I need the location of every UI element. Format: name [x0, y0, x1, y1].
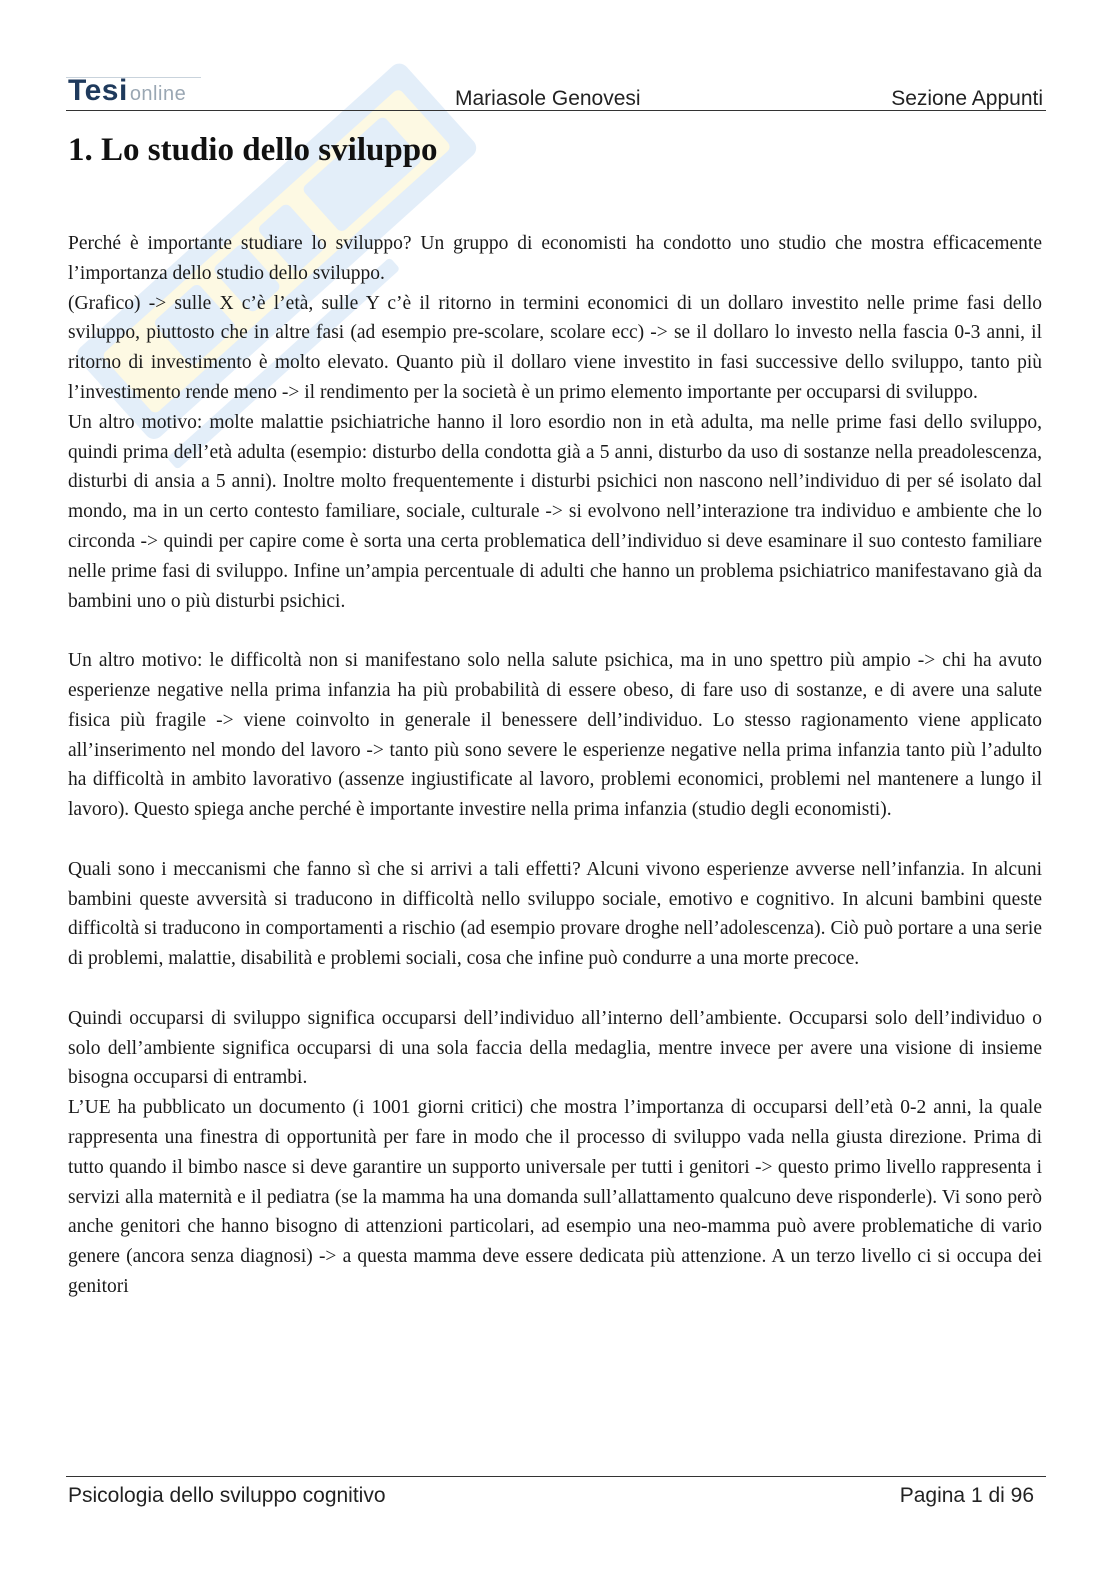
header-section: Sezione Appunti [891, 87, 1043, 110]
page-title: 1. Lo studio dello sviluppo [68, 132, 438, 168]
paragraph: Quali sono i meccanismi che fanno sì che si arrivi a tali effetti? Alcuni vivono esperienze avverse nell’infanzia. In alcuni bambini queste avversità si traducono in difficoltà nello sviluppo sociale, emotivo e cognitivo. In alcuni bambini queste difficoltà si traducono in comportamenti a rischio (ad esempio provare droghe nell’adolescenza). Ciò può portare a una serie di problemi, malattie, disabilità e problemi sociali, cosa che infine può condurre a una morte precoce. [68, 858, 1042, 970]
page-header [66, 74, 1046, 114]
paragraph: Perché è importante studiare lo sviluppo? Un gruppo di economisti ha condotto uno studio che mostra efficacemente l’importanza dello studio dello sviluppo. [68, 233, 1042, 284]
header-author: Mariasole Genovesi [455, 87, 641, 110]
footer-page-number: Pagina 1 di 96 [899, 1484, 1034, 1507]
footer-divider [66, 1476, 1046, 1477]
logo-main-text: Tesi [68, 74, 128, 107]
paragraph: Un altro motivo: molte malattie psichiatriche hanno il loro esordio non in età adulta, ma nelle prime fasi dello sviluppo, quindi prima dell’età adulta (esempio: disturbo della condotta già a 5 anni, disturbo da uso di sostanze nella preadolescenza, disturbi di ansia a 5 anni). Inoltre molto frequentemente i disturbi psichici non nascono nell’individuo di per sé isolato dal mondo, ma in un certo contesto familiare, sociale, culturale -> si evolvono nell’interazione tra individuo e ambiente che lo circonda -> quindi per capire come è sorta una certa problematica dell’individuo si deve esaminare il suo contesto familiare nelle prime fasi di sviluppo. Infine un’ampia percentuale di adulti che hanno un problema psichiatrico manifestavano già da bambini uno o più disturbi psichici. [68, 411, 1042, 612]
header-divider [66, 110, 1046, 111]
paragraph: Quindi occuparsi di sviluppo significa occuparsi dell’individuo all’interno dell’ambiente. Occuparsi solo dell’individuo o solo dell’ambiente significa occuparsi di una sola faccia della medaglia, mentre invece per avere una visione di insieme bisogna occuparsi di entrambi. [68, 1007, 1042, 1089]
logo-sub-text: online [129, 83, 187, 105]
document-body [68, 229, 1042, 1302]
paragraph: (Grafico) -> sulle X c’è l’età, sulle Y c’è il ritorno in termini economici di un dollaro investito nelle prime fasi dello sviluppo, piuttosto che in altre fasi (ad esempio pre-scolare, scolare ecc) -> se il dollaro lo investo nella fascia 0-3 anni, il ritorno di investimento è molto elevato. Quanto più il dollaro viene investito in fasi successive dello sviluppo, tanto più l’investimento rende meno -> il rendimento per la società è un primo elemento importante per occuparsi di sviluppo. [68, 292, 1042, 403]
tesionline-logo[interactable] [68, 74, 186, 108]
paragraph: L’UE ha pubblicato un documento (i 1001 giorni critici) che mostra l’importanza di occuparsi dell’età 0-2 anni, la quale rappresenta una finestra di opportunità per fare in modo che il processo di sviluppo vada nella giusta direzione. Prima di tutto quando il bimbo nasce si deve garantire un supporto universale per tutti i genitori -> questo primo livello rappresenta i servizi alla maternità e il pediatra (se la mamma ha una domanda sull’allattamento qualcuno deve risponderle). Vi sono però anche genitori che hanno bisogno di attenzioni particolari, ad esempio una neo-mamma può avere problematiche di vario genere (ancora senza diagnosi) -> a questa mamma deve essere dedicata più attenzione. A un terzo livello ci si occupa dei genitori [68, 1097, 1042, 1297]
paragraph: Un altro motivo: le difficoltà non si manifestano solo nella salute psichica, ma in uno spettro più ampio -> chi ha avuto esperienze negative nella prima infanzia ha più probabilità di essere obeso, di fare uso di sostanze, e di avere una salute fisica più fragile -> viene coinvolto in generale il benessere dell’individuo. Lo stesso ragionamento viene applicato all’inserimento nel mondo del lavoro -> tanto più sono severe le esperienze negative nella prima infanzia tanto più l’adulto ha difficoltà in ambito lavorativo (assenze ingiustificate al lavoro, problemi economici, problemi nel mantenere a lungo il lavoro). Questo spiega anche perché è importante investire nella prima infanzia (studio degli economisti). [68, 650, 1042, 821]
footer-course: Psicologia dello sviluppo cognitivo [68, 1484, 386, 1507]
